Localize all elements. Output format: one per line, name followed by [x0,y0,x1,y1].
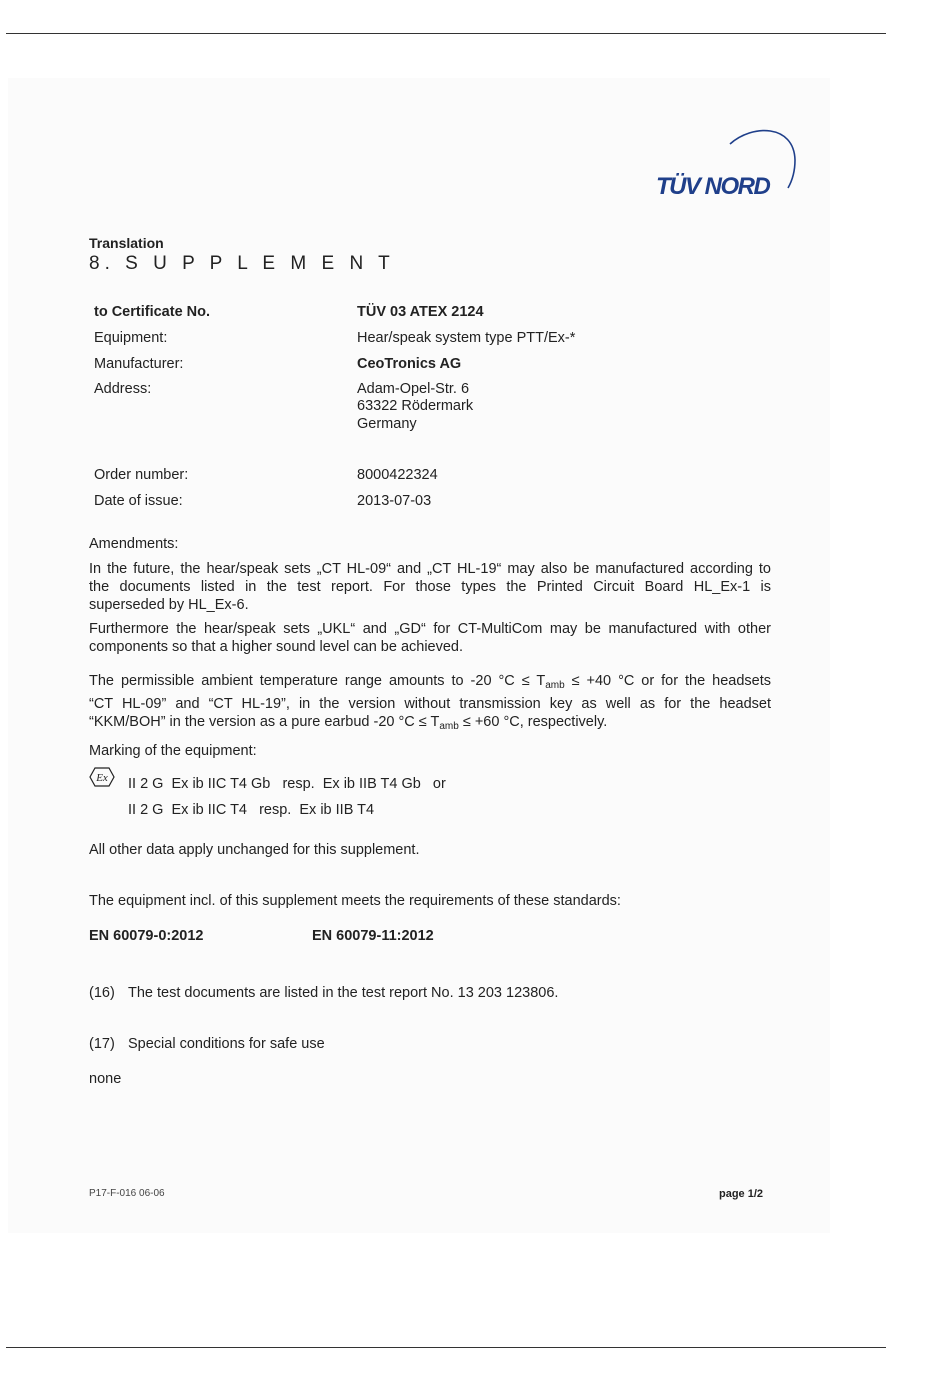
marking-line-1: II 2 G Ex ib IIC T4 Gb resp. Ex ib IIB T4 Gb or [128,776,446,792]
equipment-value: Hear/speak system type PTT/Ex-* [357,330,576,346]
amendments-p1-line-2: the documents listed in the test report. For those types the Printed Circuit Board HL_Ex-1 is [89,579,771,595]
amendments-p1-line-3: superseded by HL_Ex-6. [89,597,249,613]
amendments-heading: Amendments: [89,536,179,552]
item-16-text: The test documents are listed in the test report No. 13 203 123806. [128,985,559,1001]
address-line-2: 63322 Rödermark [357,398,474,414]
ex-symbol-text: Ex [96,772,108,784]
amendments-p3-line-1 [89,672,771,695]
marking-heading: Marking of the equipment: [89,743,257,759]
order-value: 8000422324 [357,467,438,483]
p3-line-1-subscript: amb [545,680,565,691]
equipment-label: Equipment: [94,330,168,346]
date-value: 2013-07-03 [357,493,432,509]
address-line-1: Adam-Opel-Str. 6 [357,381,470,397]
p3-line-3-subscript: amb [439,721,459,732]
other-data-note: All other data apply unchanged for this supplement. [89,842,420,858]
standard-2: EN 60079-11:2012 [312,928,434,944]
page-number: page 1/2 [719,1188,764,1200]
p3-line-3-part-a: “KKM/BOH” in the version as a pure earbud -20 °C ≤ T [89,714,440,730]
order-label: Order number: [94,467,189,483]
manufacturer-value: CeoTronics AG [357,356,462,372]
address-line-3: Germany [357,416,417,432]
form-number: P17-F-016 06-06 [89,1188,165,1199]
amendments-p2-line-2: components so that a higher sound level can be achieved. [89,639,464,655]
p3-line-1-part-b: ≤ +40 °C or for the headsets [564,673,771,689]
p3-line-3-part-b: ≤ +60 °C, respectively. [458,714,608,730]
standard-1: EN 60079-0:2012 [89,928,204,944]
certificate-label: to Certificate No. [94,304,211,320]
item-16-number: (16) [89,985,115,1001]
amendments-p2-line-1: Furthermore the hear/speak sets „UKL“ and „GD“ for CT-MultiCom may be manufactured with other [89,621,771,637]
tuv-nord-logo [652,126,802,206]
amendments-paragraph-1 [89,560,771,614]
amendments-p3-line-2: “CT HL-09” and “CT HL-19”, in the version without transmission key as well as for the headset [89,696,771,712]
amendments-p1-line-1: In the future, the hear/speak sets „CT HL-09“ and „CT HL-19“ may also be manufactured according to [89,561,771,577]
bottom-rule [6,1347,886,1348]
item-17-text: Special conditions for safe use [128,1036,325,1052]
standards-intro: The equipment incl. of this supplement meets the requirements of these standards: [89,893,621,909]
marking-line-2: II 2 G Ex ib IIC T4 resp. Ex ib IIB T4 [128,802,375,818]
amendments-paragraph-3 [89,672,771,736]
manufacturer-label: Manufacturer: [94,356,184,372]
date-label: Date of issue: [94,493,183,509]
p3-line-1-part-a: The permissible ambient temperature range amounts to -20 °C ≤ T [89,673,546,689]
certificate-value: TÜV 03 ATEX 2124 [357,304,484,320]
amendments-paragraph-2 [89,620,771,656]
svg-text:TÜV NORD: TÜV NORD [656,173,770,200]
ex-hexagon-icon [89,767,115,787]
item-17-value: none [89,1071,122,1087]
translation-label: Translation [89,235,164,251]
amendments-p3-line-3 [89,713,771,736]
item-17-number: (17) [89,1036,115,1052]
top-rule [6,33,886,34]
address-label: Address: [94,381,152,397]
supplement-title: 8. S U P P L E M E N T [89,253,395,274]
